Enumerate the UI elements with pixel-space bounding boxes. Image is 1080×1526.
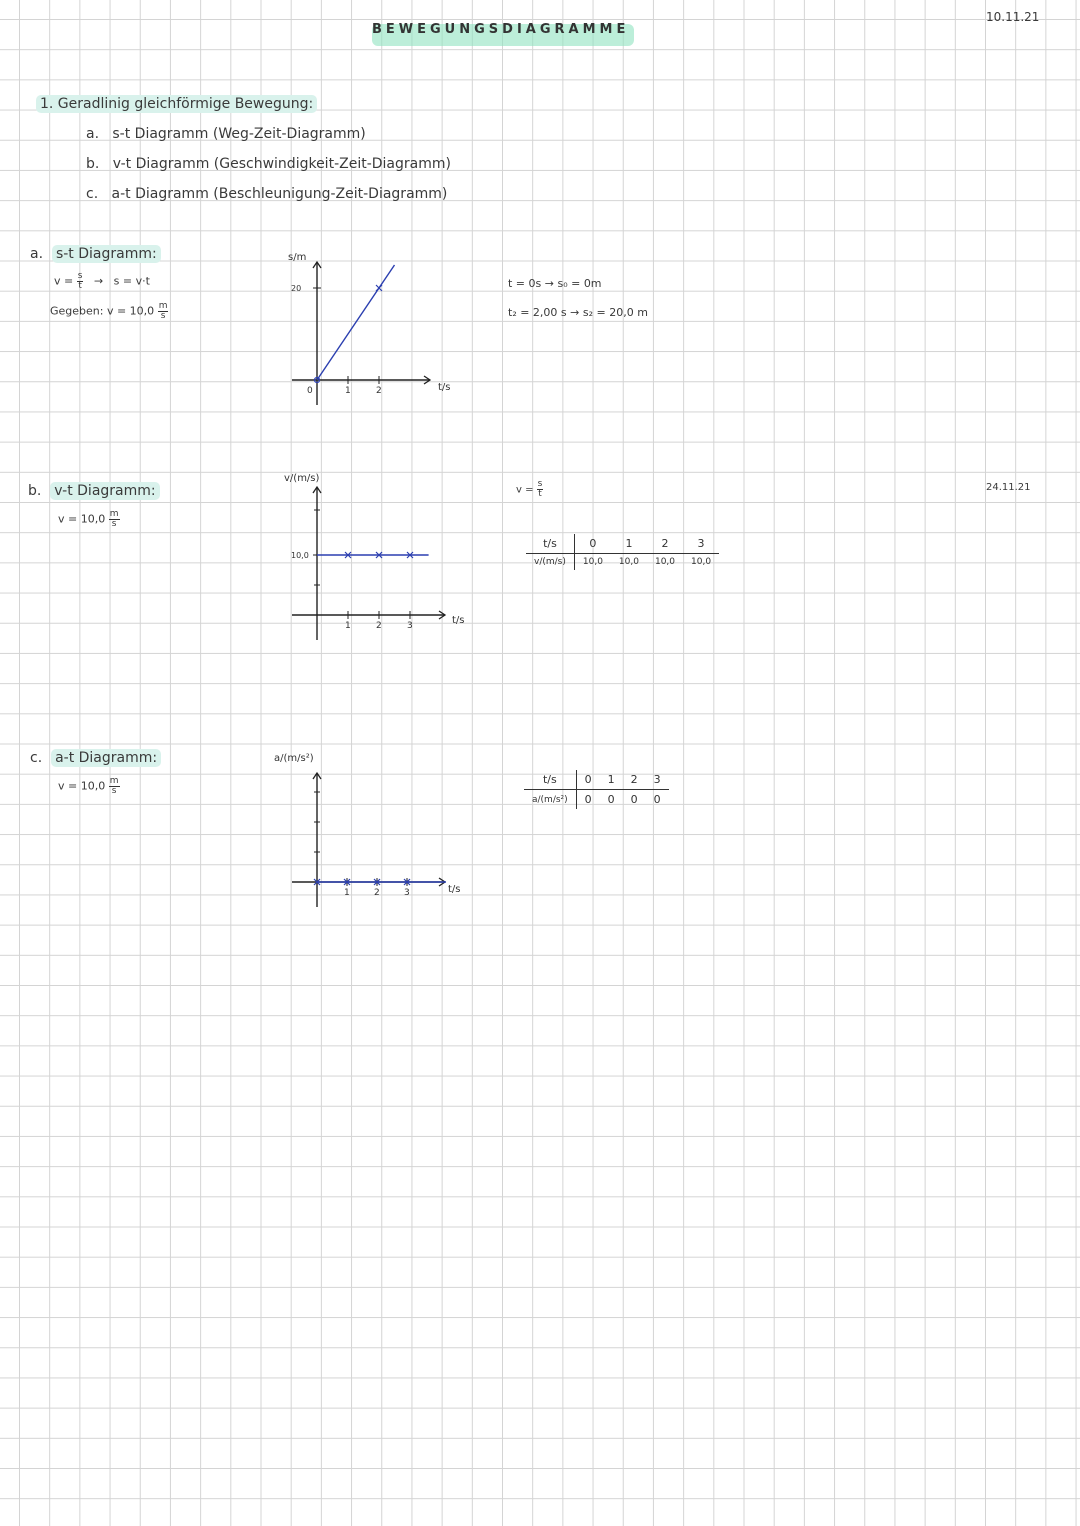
date-top: 10.11.21 — [986, 10, 1040, 24]
unit-fraction — [109, 777, 120, 796]
table-cell-label: v/(m/s) — [526, 554, 574, 571]
formula-s-v-t — [54, 272, 150, 291]
section-heading — [36, 96, 317, 112]
series-line — [317, 265, 395, 380]
table-cell: 1 — [611, 534, 647, 554]
table-cell-label: t/s — [524, 770, 576, 790]
frac-num: s — [537, 479, 543, 489]
x-tick-label: 2 — [374, 888, 380, 898]
table-cell: 3 — [683, 534, 719, 554]
x-tick-label: 0 — [307, 386, 313, 396]
formula-v: v = — [516, 484, 534, 496]
section-heading-text: 1. Geradlinig gleichförmige Bewegung: — [36, 95, 317, 113]
given-v — [50, 302, 168, 321]
table-cell-label: t/s — [526, 534, 574, 554]
given-label: Gegeben: v = 10,0 — [50, 304, 155, 318]
list-letter: a. — [86, 126, 100, 142]
y-tick-label: 10,0 — [291, 551, 309, 560]
table-cell: 2 — [623, 770, 646, 790]
part-letter: b. — [28, 483, 42, 499]
page-title: BEWEGUNGSDIAGRAMME — [372, 22, 630, 37]
y-axis-label: s/m — [288, 252, 307, 263]
fraction-s-over-t — [537, 480, 544, 499]
x-axis-label: t/s — [438, 382, 451, 393]
date-b: 24.11.21 — [986, 482, 1031, 493]
x-axis-label: t/s — [448, 884, 461, 895]
table-cell: 0 — [607, 793, 615, 806]
table-cell: 0 — [574, 534, 611, 554]
table-cell: 10,0 — [691, 557, 712, 567]
table-cell: 2 — [647, 534, 683, 554]
arrow-icon: → — [93, 274, 104, 288]
part-a-heading — [30, 246, 161, 262]
table-cell: 10,0 — [582, 557, 603, 567]
formula-s: s = v·t — [113, 274, 150, 288]
table-cell: 1 — [600, 770, 623, 790]
unit-num: m — [158, 301, 168, 311]
table-cell: 10,0 — [654, 557, 676, 567]
table-cell: 10,0 — [618, 557, 639, 567]
table-cell: 0 — [584, 793, 592, 806]
part-heading-text: v-t Diagramm: — [50, 482, 159, 500]
frac-num: s — [77, 271, 83, 281]
given-v — [58, 777, 120, 796]
y-axis-label: a/(m/s²) — [274, 753, 314, 764]
unit-fraction — [109, 510, 120, 529]
list-item — [86, 156, 451, 172]
unit-num: m — [109, 509, 119, 519]
x-tick-label: 1 — [345, 621, 351, 631]
table-cell: 0 — [630, 793, 638, 806]
value-table-a — [524, 770, 669, 809]
frac-den: t — [538, 489, 542, 499]
list-text: v-t Diagramm (Geschwindigkeit-Zeit-Diagramm) — [112, 156, 451, 172]
unit-num: m — [109, 776, 119, 786]
list-text: a-t Diagramm (Beschleunigung-Zeit-Diagramm) — [111, 186, 448, 202]
unit-fraction — [158, 302, 169, 321]
calc-line-1: t = 0s → s₀ = 0m — [508, 277, 602, 290]
unit-den: s — [111, 786, 117, 796]
list-item — [86, 126, 366, 142]
calc-line-2: t₂ = 2,00 s → s₂ = 20,0 m — [508, 306, 648, 319]
part-b-heading — [28, 483, 160, 499]
formula-v-s-t — [516, 480, 543, 499]
table-row — [526, 554, 719, 571]
value-table-v — [526, 534, 719, 570]
x-tick-label: 2 — [376, 386, 382, 396]
x-tick-label: 1 — [345, 386, 351, 396]
st-chart — [270, 240, 470, 410]
x-tick-label: 1 — [344, 888, 350, 898]
list-text: s-t Diagramm (Weg-Zeit-Diagramm) — [112, 126, 366, 142]
table-row — [526, 534, 719, 554]
table-cell: 3 — [646, 770, 669, 790]
table-row — [524, 790, 669, 810]
x-tick-label: 3 — [407, 621, 413, 631]
vt-chart — [270, 465, 480, 655]
formula-v: v = — [54, 274, 74, 288]
part-heading-text: a-t Diagramm: — [51, 749, 161, 767]
data-point — [376, 285, 382, 291]
list-item — [86, 186, 447, 202]
x-axis-label: t/s — [452, 615, 465, 626]
x-tick-label: 3 — [404, 888, 410, 898]
part-c-heading — [30, 750, 161, 766]
list-letter: c. — [86, 186, 99, 202]
part-letter: a. — [30, 246, 44, 262]
given-v — [58, 510, 120, 529]
x-tick-label: 2 — [376, 621, 382, 631]
given-label: v = 10,0 — [58, 779, 106, 793]
table-row — [524, 770, 669, 790]
given-label: v = 10,0 — [58, 512, 106, 526]
part-heading-text: s-t Diagramm: — [52, 245, 161, 263]
unit-den: s — [111, 519, 117, 529]
y-axis-label: v/(m/s) — [284, 473, 320, 484]
frac-den: t — [78, 281, 82, 291]
list-letter: b. — [86, 156, 100, 172]
unit-den: s — [160, 311, 166, 321]
table-cell: 0 — [653, 793, 661, 806]
at-chart — [270, 745, 480, 920]
fraction-s-over-t — [77, 272, 84, 291]
table-cell: 0 — [576, 770, 600, 790]
table-cell-label: a/(m/s²) — [524, 790, 576, 810]
y-tick-label: 20 — [291, 284, 302, 293]
part-letter: c. — [30, 750, 43, 766]
